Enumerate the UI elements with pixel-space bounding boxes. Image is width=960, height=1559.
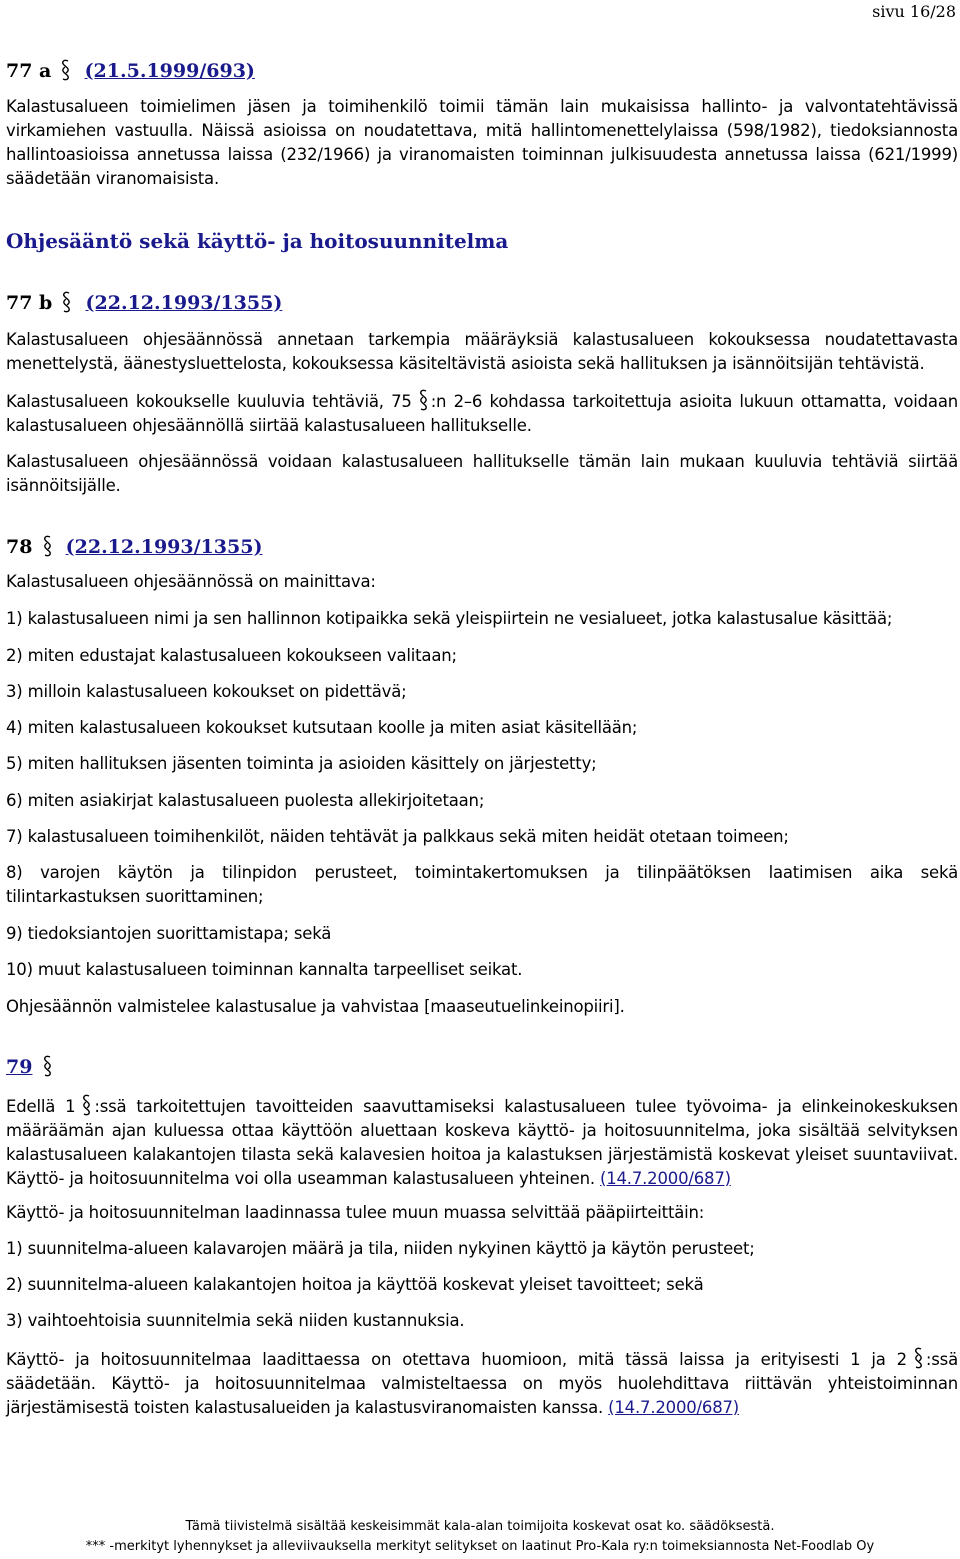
section-78-closing: Ohjesäännön valmistelee kalastusalue ja vahvistaa [maaseutuelinkeinopiiri]. <box>6 997 625 1016</box>
para-text: :ssä säädetään. Käyttö- ja hoitosuunnitelmaa valmisteltaessa on myös huolehdittava riittävän yhteistoiminnan järjestämisestä toisten kalastusalueiden ja kalastusviranomaisten kanssa. <box>6 1350 958 1417</box>
section-number: 77 a <box>6 60 52 82</box>
paragraph-sign-icon <box>913 1346 924 1370</box>
paragraph-sign-icon <box>418 388 429 412</box>
list-item: 8) varojen käytön ja tilinpidon perusteet, toimintakertomuksen ja tilinpäätöksen laatimisen aika sekä tilintarkastuksen suorittaminen; <box>6 863 958 906</box>
list-item: 2) suunnitelma-alueen kalakantojen hoitoa ja käyttöä koskevat yleiset tavoitteet; sekä <box>6 1275 704 1294</box>
amendment-link[interactable]: (14.7.2000/687) <box>608 1398 740 1417</box>
list-item: 2) miten edustajat kalastusalueen kokoukseen valitaan; <box>6 646 457 665</box>
section-79-para-3 <box>6 1346 958 1420</box>
section-77b-para-2 <box>6 388 958 438</box>
section-77a-text: Kalastusalueen toimielimen jäsen ja toimihenkilö toimii tämän lain mukaisissa hallinto- ja valvontatehtävissä virkamiehen vastuulla. Näissä asioissa on noudatettava, mitä hallintomenettelylaissa (598/1982), tiedoksiannosta hallintoasioissa annetussa laissa (232/1966) ja viranomaisten toiminnan julkisuudesta annetussa laissa (621/1999) säädetään viranomaisista. <box>6 97 958 188</box>
amendment-link[interactable]: (22.12.1993/1355) <box>85 292 283 314</box>
section-79-heading <box>6 1054 61 1078</box>
list-item: 6) miten asiakirjat kalastusalueen puolesta allekirjoitetaan; <box>6 791 485 810</box>
list-item: 5) miten hallituksen jäsenten toiminta ja asioiden käsittely on järjestetty; <box>6 754 597 773</box>
list-item: 7) kalastusalueen toimihenkilöt, näiden tehtävät ja palkkaus sekä miten heidät otetaan toimeen; <box>6 827 789 846</box>
para-text: Käyttö- ja hoitosuunnitelmaa laadittaessa on otettava huomioon, mitä tässä laissa ja erityisesti 1 ja 2 <box>6 1350 907 1369</box>
section-78-intro: Kalastusalueen ohjesäännössä on mainittava: <box>6 572 376 591</box>
list-item: 10) muut kalastusalueen toiminnan kannalta tarpeelliset seikat. <box>6 960 523 979</box>
chapter-heading: Ohjesääntö sekä käyttö- ja hoitosuunnitelma <box>6 229 509 253</box>
list-item: 9) tiedoksiantojen suorittamistapa; sekä <box>6 924 332 943</box>
section-79-para-1 <box>6 1093 958 1191</box>
amendment-link[interactable]: (21.5.1999/693) <box>84 60 255 82</box>
footer <box>0 1517 960 1557</box>
list-item: 3) milloin kalastusalueen kokoukset on pidettävä; <box>6 682 407 701</box>
paragraph-sign-icon <box>61 290 72 314</box>
section-number: 78 <box>6 536 33 558</box>
section-77b-heading <box>6 290 282 314</box>
footer-line-2: *** -merkityt lyhennykset ja alleviivauksella merkityt selitykset on laatinut Pro-Kala ry:n toimeksiannosta Net-Foodlab Oy <box>85 1539 875 1554</box>
paragraph-sign-icon <box>81 1093 92 1117</box>
list-item: 4) miten kalastusalueen kokoukset kutsutaan koolle ja miten asiat käsitellään; <box>6 718 638 737</box>
para-text: :n 2–6 kohdassa tarkoitettuja asioita lukuun ottamatta, voidaan kalastusalueen ohjesäännöllä siirtää kalastusalueen hallitukselle. <box>6 392 959 435</box>
section-78-heading <box>6 534 262 558</box>
para-text: Kalastusalueen kokoukselle kuuluvia tehtäviä, 75 <box>6 392 412 411</box>
section-number-link[interactable]: 79 <box>6 1056 33 1078</box>
amendment-link[interactable]: (14.7.2000/687) <box>599 1169 731 1188</box>
para-text: Edellä 1 <box>6 1097 76 1116</box>
paragraph-sign-icon <box>42 534 53 558</box>
list-item: 1) kalastusalueen nimi ja sen hallinnon kotipaikka sekä yleispiirtein ne vesialueet, jotka kalastusalue käsittää; <box>6 609 893 628</box>
amendment-link[interactable]: (22.12.1993/1355) <box>65 536 263 558</box>
section-77b-para-1: Kalastusalueen ohjesäännössä annetaan tarkempia määräyksiä kalastusalueen kokouksessa noudatettavasta menettelystä, äänestysluettelosta, kokouksessa käsiteltävistä asioista sekä hallituksen ja isännöitsijän tehtävistä. <box>6 330 958 373</box>
section-77a-heading <box>6 58 255 82</box>
section-79-para-2: Käyttö- ja hoitosuunnitelman laadinnassa tulee muun muassa selvittää pääpiirteittäin: <box>6 1203 705 1222</box>
paragraph-sign-icon <box>60 58 71 82</box>
section-number: 77 b <box>6 292 53 314</box>
list-item: 1) suunnitelma-alueen kalavarojen määrä ja tila, niiden nykyinen käyttö ja käytön perusteet; <box>6 1239 755 1258</box>
footer-line-1: Tämä tiivistelmä sisältää keskeisimmät kala-alan toimijoita koskevat osat ko. säädöksestä. <box>185 1519 775 1534</box>
section-77b-para-3: Kalastusalueen ohjesäännössä voidaan kalastusalueen hallitukselle tämän lain mukaan kuuluvia tehtäviä siirtää isännöitsijälle. <box>6 452 958 495</box>
paragraph-sign-icon <box>42 1054 53 1078</box>
para-text: :ssä tarkoitettujen tavoitteiden saavuttamiseksi kalastusalueen tulee työvoima- ja elinkeinokeskuksen määräämän ajan kuluessa ottaa käyttöön aluettaan koskeva käyttö- ja hoitosuunnitelma, joka sisältää selvityksen kalastusalueen kalakantojen tilasta sekä kalavesien hoitoa ja kalastuksen järjestämistä koskevat yleiset suuntaviivat. Käyttö- ja hoitosuunnitelma voi olla useamman kalastusalueen yhteinen. <box>6 1097 958 1188</box>
list-item: 3) vaihtoehtoisia suunnitelmia sekä niiden kustannuksia. <box>6 1311 465 1330</box>
page-number: sivu 16/28 <box>872 2 956 21</box>
